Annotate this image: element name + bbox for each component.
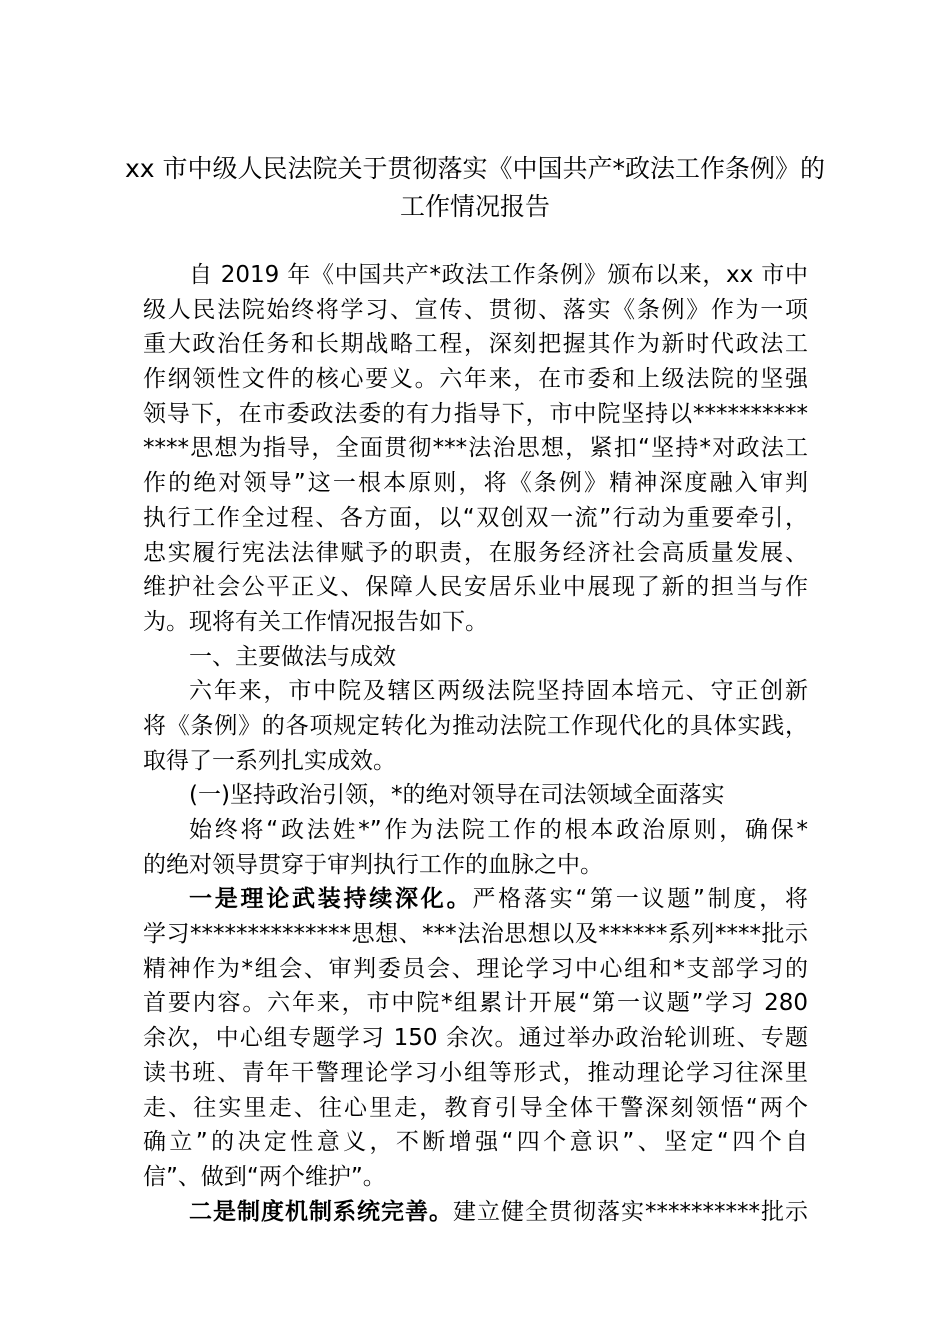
paragraph-line: 的绝对领导贯穿于审判执行工作的血脉之中。 <box>143 851 603 878</box>
document-title <box>110 150 840 226</box>
paragraph-line: 精神作为*组会、审判委员会、理论学习中心组和*支部学习的 <box>143 955 808 982</box>
paragraph-line: 维护社会公平正义、保障人民安居乐业中展现了新的担当与作 <box>143 574 808 601</box>
paragraph-line <box>143 1195 808 1230</box>
paragraph-lead: 一是理论武装持续深化。 <box>189 886 473 913</box>
section-heading: 一、主要做法与成效 <box>189 643 396 670</box>
paragraph-line <box>143 882 808 917</box>
paragraph-line: 忠实履行宪法法律赋予的职责，在服务经济社会高质量发展、 <box>143 539 808 566</box>
paragraph-line: 始终将“政法姓*”作为法院工作的根本政治原则，确保* <box>189 817 808 843</box>
paragraph-line: 将《条例》的各项规定转化为推动法院工作现代化的具体实践， <box>143 712 808 739</box>
paragraph-line: 学习**************思想、***法治思想以及******系列****批示 <box>143 921 808 948</box>
paragraph-line: 六年来，市中院及辖区两级法院坚持固本培元、守正创新 <box>189 678 808 705</box>
paragraph-line: 作的绝对领导”这一根本原则，将《条例》精神深度融入审判 <box>143 470 808 497</box>
paragraph-line: 首要内容。六年来，市中院*组累计开展“第一议题”学习 280 <box>143 990 808 1017</box>
paragraph-line: 余次，中心组专题学习 150 余次。通过举办政治轮训班、专题 <box>143 1025 808 1052</box>
paragraph-text: 建立健全贯彻落实**********批示 <box>453 1198 808 1225</box>
paragraph-line: 重大政治任务和长期战略工程，深刻把握其作为新时代政法工 <box>143 331 808 358</box>
paragraph-line: ****思想为指导，全面贯彻***法治思想，紧扣“坚持*对政法工 <box>143 435 808 462</box>
paragraph-line: 确立”的决定性意义，不断增强“四个意识”、坚定“四个自 <box>143 1129 808 1156</box>
paragraph-lead: 二是制度机制系统完善。 <box>189 1198 453 1225</box>
paragraph-line: 信”、做到“两个维护”。 <box>143 1163 386 1190</box>
title-line-1: xx 市中级人民法院关于贯彻落实《中国共产*政法工作条例》的 <box>124 154 826 183</box>
paragraph-line: 作纲领性文件的核心要义。六年来，在市委和上级法院的坚强 <box>143 366 808 393</box>
paragraph-line: 执行工作全过程、各方面，以“双创双一流”行动为重要牵引， <box>143 504 808 531</box>
paragraph-line: 级人民法院始终将学习、宣传、贯彻、落实《条例》作为一项 <box>143 296 808 323</box>
paragraph-line: 读书班、青年干警理论学习小组等形式，推动理论学习往深里 <box>143 1059 808 1086</box>
paragraph-line: 取得了一系列扎实成效。 <box>143 747 396 774</box>
paragraph-line: 走、往实里走、往心里走，教育引导全体干警深刻领悟“两个 <box>143 1094 808 1121</box>
subsection-heading: (一)坚持政治引领，*的绝对领导在司法领域全面落实 <box>189 782 725 809</box>
paragraph-line: 领导下，在市委政法委的有力指导下，市中院坚持以********** <box>143 400 808 427</box>
paragraph-line: 为。现将有关工作情况报告如下。 <box>143 608 488 635</box>
title-line-2: 工作情况报告 <box>399 192 550 221</box>
paragraph-line: 自 2019 年《中国共产*政法工作条例》颁布以来，xx 市中 <box>189 262 808 288</box>
paragraph-text: 严格落实“第一议题”制度，将 <box>472 886 808 913</box>
document-body <box>143 258 808 1229</box>
